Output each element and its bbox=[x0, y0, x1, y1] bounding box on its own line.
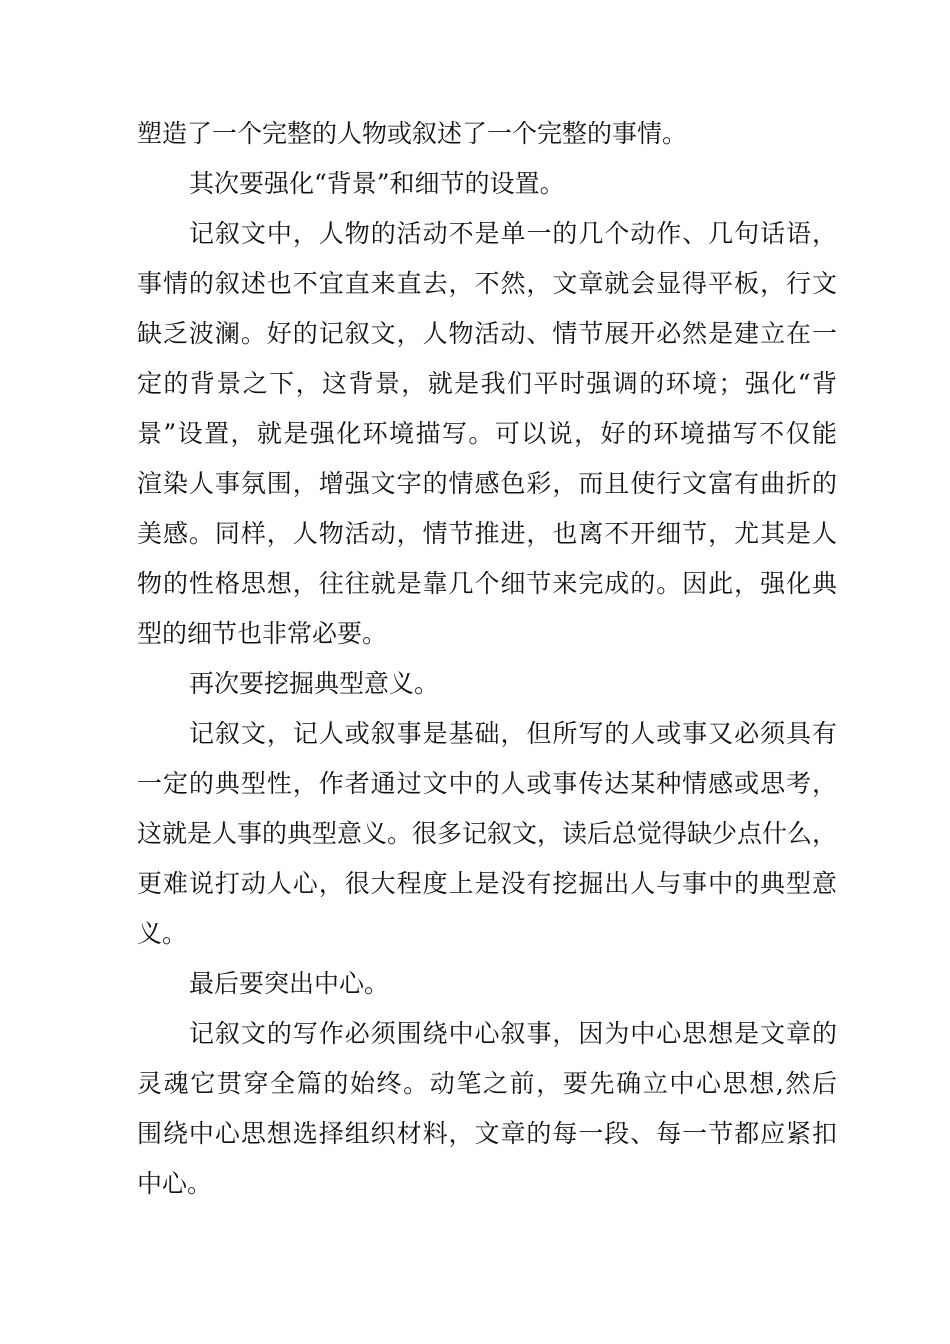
body-text-line: 渲染人事氛围，增强文字的情感色彩，而且使行文富有曲折的 bbox=[137, 469, 837, 498]
section-heading: 其次要强化“背景”和细节的设置。 bbox=[189, 169, 565, 198]
body-text-line: 记叙文的写作必须围绕中心叙事，因为中心思想是文章的 bbox=[189, 1019, 837, 1048]
body-text-line: 定的背景之下，这背景，就是我们平时强调的环境；强化“背 bbox=[137, 369, 837, 398]
body-text-line: 一定的典型性，作者通过文中的人或事传达某种情感或思考， bbox=[137, 769, 837, 798]
body-text-line: 更难说打动人心，很大程度上是没有挖掘出人与事中的典型意 bbox=[137, 869, 837, 898]
body-text-line: 事情的叙述也不宜直来直去，不然，文章就会显得平板，行文 bbox=[137, 269, 837, 298]
body-text-line: 塑造了一个完整的人物或叙述了一个完整的事情。 bbox=[137, 119, 688, 148]
body-text-line: 灵魂它贯穿全篇的始终。动笔之前，要先确立中心思想,然后 bbox=[137, 1069, 837, 1098]
body-text-line: 型的细节也非常必要。 bbox=[137, 619, 388, 648]
body-text-line: 中心。 bbox=[137, 1169, 213, 1198]
body-text-line: 围绕中心思想选择组织材料，文章的每一段、每一节都应紧扣 bbox=[137, 1119, 837, 1148]
section-heading: 最后要突出中心。 bbox=[189, 969, 390, 998]
body-text-line: 记叙文，记人或叙事是基础，但所写的人或事又必须具有 bbox=[189, 719, 837, 748]
body-text-line: 义。 bbox=[137, 919, 188, 948]
body-text-line: 景”设置，就是强化环境描写。可以说，好的环境描写不仅能 bbox=[137, 419, 837, 448]
body-text-line: 美感。同样，人物活动，情节推进，也离不开细节，尤其是人 bbox=[137, 519, 837, 548]
body-text-line: 这就是人事的典型意义。很多记叙文，读后总觉得缺少点什么， bbox=[137, 819, 838, 848]
body-text-line: 物的性格思想，往往就是靠几个细节来完成的。因此，强化典 bbox=[137, 569, 837, 598]
body-text-line: 记叙文中，人物的活动不是单一的几个动作、几句话语， bbox=[189, 219, 837, 248]
body-text-line: 缺乏波澜。好的记叙文，人物活动、情节展开必然是建立在一 bbox=[137, 319, 837, 348]
section-heading: 再次要挖掘典型意义。 bbox=[189, 669, 440, 698]
